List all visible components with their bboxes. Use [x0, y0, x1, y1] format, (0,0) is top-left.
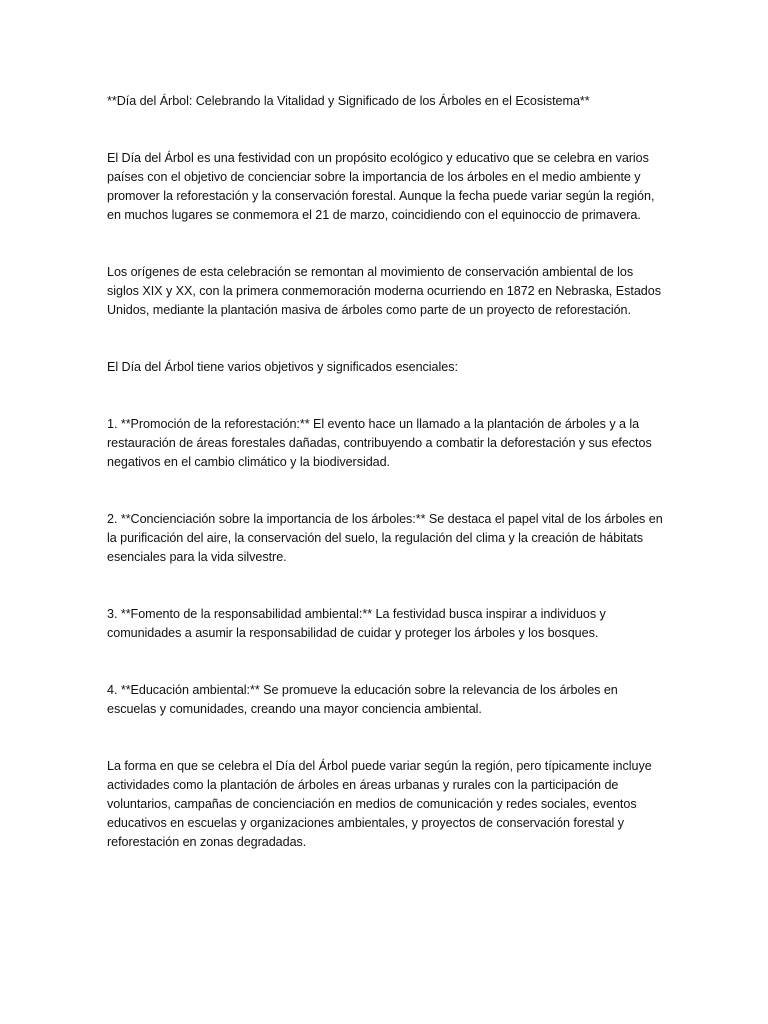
list-item-reforestation: 1. **Promoción de la reforestación:** El evento hace un llamado a la plantación de árboles y a la restauración de áreas forestales dañadas, contribuyendo a combatir la deforestación y sus efectos negativos en el cambio climático y la biodiversidad. [107, 417, 652, 469]
paragraph-celebration: La forma en que se celebra el Día del Árbol puede variar según la región, pero típicamente incluye actividades como la plantación de árboles en áreas urbanas y rurales con la participación de voluntarios, campañas de concienciación en medios de comunicación y redes sociales, eventos educativos en escuelas y organizaciones ambientales, y proyectos de conservación forestal y reforestación en zonas degradadas. [107, 759, 652, 849]
list-item-responsibility: 3. **Fomento de la responsabilidad ambiental:** La festividad busca inspirar a individuos y comunidades a asumir la responsabilidad de cuidar y proteger los árboles y los bosques. [107, 607, 606, 640]
document-body [107, 92, 667, 852]
list-item-awareness: 2. **Concienciación sobre la importancia de los árboles:** Se destaca el papel vital de los árboles en la purificación del aire, la conservación del suelo, la regulación del clima y la creación de hábitats esenciales para la vida silvestre. [107, 512, 663, 564]
paragraph-objectives-intro: El Día del Árbol tiene varios objetivos y significados esenciales: [107, 360, 458, 374]
paragraph-origins: Los orígenes de esta celebración se remontan al movimiento de conservación ambiental de los siglos XIX y XX, con la primera conmemoración moderna ocurriendo en 1872 en Nebraska, Estados Unidos, mediante la plantación masiva de árboles como parte de un proyecto de reforestación. [107, 265, 661, 317]
paragraph-intro: El Día del Árbol es una festividad con un propósito ecológico y educativo que se celebra en varios países con el objetivo de concienciar sobre la importancia de los árboles en el medio ambiente y promover la reforestación y la conservación forestal. Aunque la fecha puede variar según la región, en muchos lugares se conmemora el 21 de marzo, coincidiendo con el equinoccio de primavera. [107, 151, 655, 222]
list-item-education: 4. **Educación ambiental:** Se promueve la educación sobre la relevancia de los árboles en escuelas y comunidades, creando una mayor conciencia ambiental. [107, 683, 618, 716]
document-title: **Día del Árbol: Celebrando la Vitalidad y Significado de los Árboles en el Ecosistema** [107, 94, 590, 108]
